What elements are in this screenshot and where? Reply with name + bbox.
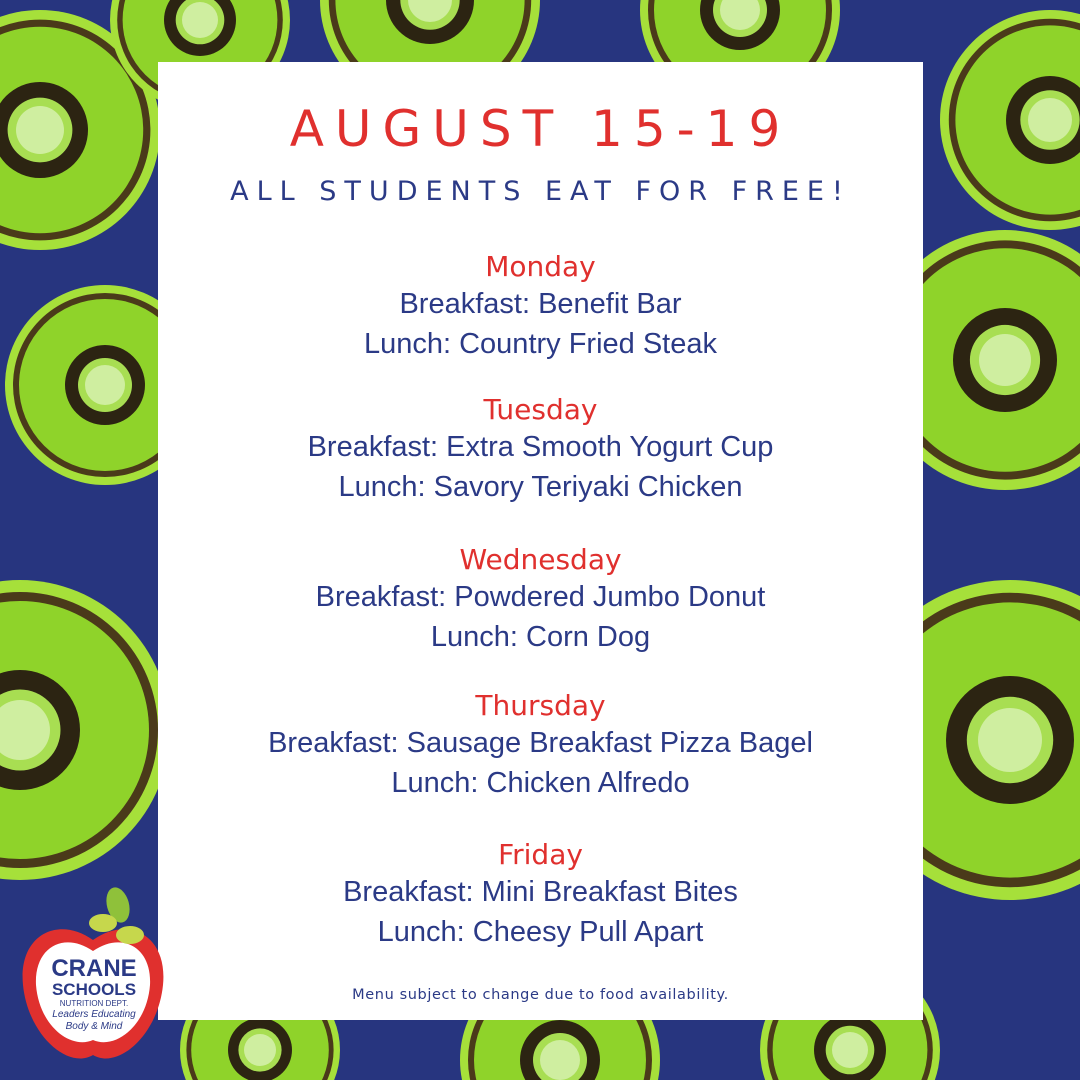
page-title: AUGUST 15-19 xyxy=(289,100,792,158)
day-name: Wednesday xyxy=(459,543,622,576)
lunch-item: Lunch: Country Fried Steak xyxy=(363,328,717,360)
subtitle: ALL STUDENTS EAT FOR FREE! xyxy=(230,176,851,207)
lunch-item: Lunch: Savory Teriyaki Chicken xyxy=(338,471,743,503)
lunch-item: Lunch: Cheesy Pull Apart xyxy=(377,916,704,948)
crane-schools-logo xyxy=(18,885,168,1065)
breakfast-item: Breakfast: Mini Breakfast Bites xyxy=(343,876,738,908)
lunch-item: Lunch: Chicken Alfredo xyxy=(391,767,690,799)
breakfast-item: Breakfast: Benefit Bar xyxy=(399,288,682,320)
menu-card xyxy=(158,62,923,1020)
lunch-item: Lunch: Corn Dog xyxy=(430,621,651,653)
day-name: Thursday xyxy=(475,689,606,722)
logo-line-4: Leaders Educating xyxy=(52,1009,136,1020)
breakfast-item: Breakfast: Sausage Breakfast Pizza Bagel xyxy=(268,727,813,759)
day-name: Monday xyxy=(485,250,596,283)
logo-line-2: SCHOOLS xyxy=(51,980,137,999)
breakfast-item: Breakfast: Powdered Jumbo Donut xyxy=(315,581,766,613)
day-name: Tuesday xyxy=(483,393,598,426)
logo-line-1: CRANE xyxy=(51,955,137,982)
logo-line-5: Body & Mind xyxy=(65,1021,123,1032)
day-name: Friday xyxy=(498,838,583,871)
day-thursday xyxy=(158,689,923,803)
day-monday xyxy=(158,250,923,364)
disclaimer-note: Menu subject to change due to food availability. xyxy=(352,987,729,1003)
day-tuesday xyxy=(158,393,923,507)
day-wednesday xyxy=(158,543,923,657)
logo-line-3: NUTRITION DEPT. xyxy=(59,999,129,1008)
breakfast-item: Breakfast: Extra Smooth Yogurt Cup xyxy=(307,431,774,463)
day-friday xyxy=(158,838,923,952)
